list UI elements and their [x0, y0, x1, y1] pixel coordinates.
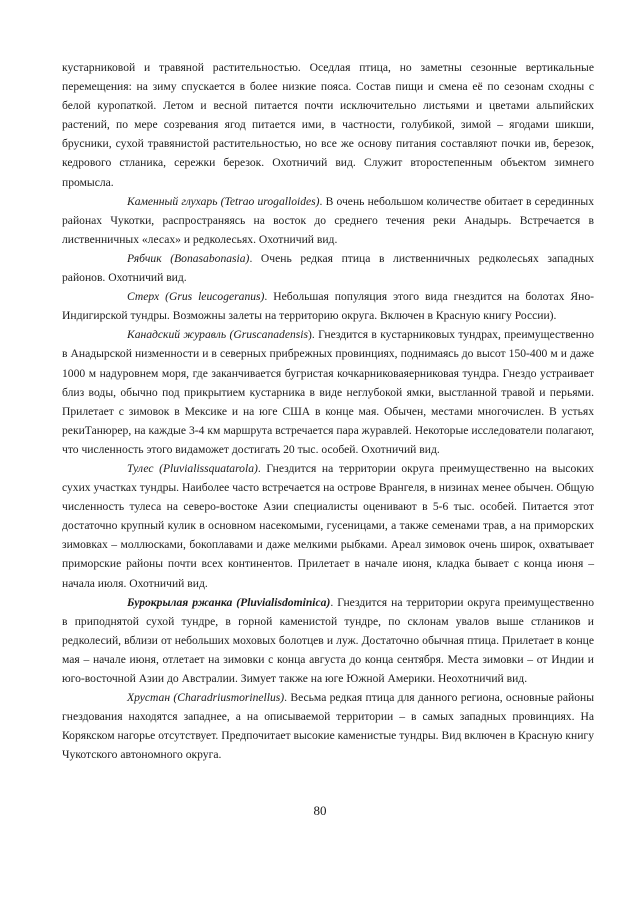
paragraph-kamenny-glukhar: [62, 192, 594, 249]
species-name: Канадский журавль (Gruscanadensis: [127, 328, 309, 342]
page-number: 80: [313, 803, 327, 818]
paragraph-text: ). Гнездится в кустарниковых тундрах, преимущественно в Анадырской низменности и в северных прибрежных провинциях, поднимаясь до высот 150-400 м и даже 1000 м надуровнем моря, где заканчивается бугристая кочкарниковаяерниковая тундра. Гнездо устраивает близ воды, обычно под прикрытием кустарника в виде неглубокой ямки, выстланной травой и перьями. Прилетает с зимовок в Мексике и на юге США в конце мая. Обычен, местами многочислен. В устьях рекиТанюрер, на каждые 3-4 км маршрута встречается пара журавлей. Некоторые исследователи полагают, что численность этого видаможет достигать 20 тыс. особей. Охотничий вид.: [62, 328, 594, 456]
paragraph-intro: [62, 58, 594, 192]
paragraph-sterkh: [62, 287, 594, 325]
species-name: Стерх (Grus leucogeranus): [127, 290, 265, 304]
paragraph-text: . Гнездится на территории округа преимущественно на высоких сухих участках тундры. Наиболее часто встречается на острове Врангеля, в низинах менее обычен. Общую численность тулеса на северо-востоке Азии специалисты оценивают в 5-6 тыс. особей. Питается этот достаточно крупный кулик в основном насекомыми, гусеницами, а также семенами трав, а на приморских зимовках – моллюсками, бокоплавами и даже мелкими рыбками. Ареал зимовок очень широк, охватывает приморские районы почти всех континентов. Прилетает в начале июня, кладка бывает с конца июня – начала июля. Охотничий вид.: [62, 461, 594, 590]
paragraph-text: . Очень редкая птица в лиственничных редколесьях западных районов. Охотничий вид.: [62, 251, 595, 285]
species-name: Рябчик (Bonasabonasia): [127, 251, 250, 265]
species-name: Тулес (Pluvialissquatarola): [127, 461, 258, 475]
paragraph-kanadsky-zhuravl: [62, 325, 594, 459]
paragraph-tules: [62, 459, 594, 593]
document-page: [62, 58, 594, 764]
species-name: Каменный глухарь (Tetrao urogalloides): [127, 194, 320, 208]
paragraph-burokrylaya-rzhanka: [62, 593, 594, 688]
paragraph-text: . В очень небольшом количестве обитает в серединных районах Чукотки, распространяясь на восток до среднего течения реки Анадырь. Встречается в лиственничных «лесах» и редколесьях. Охотничий вид.: [62, 194, 594, 246]
paragraph-text: . Небольшая популяция этого вида гнездится на болотах Яно-Индигирской тундры. Возможны залеты на территорию округа. Включен в Красную книгу России).: [62, 290, 594, 323]
paragraph-text: кустарниковой и травяной растительностью. Оседлая птица, но заметны сезонные вертикальные перемещения: на зиму спускается в более низкие пояса. Состав пищи и смена её по сезонам сходны с белой куропаткой. Летом и весной питается почти исключительно листьями и цветами альпийских растений, по мере созревания ягод питается ими, в частности, голубикой, зимой – ягодами шикши, брусники, сухой травянистой растительностью, но все же основу питания составляют почки ив, березок, кедрового стланика, сережки березок. Охотничий вид. Служит второстепенным объектом зимнего промысла.: [62, 61, 594, 189]
paragraph-text: . Гнездится на территории округа преимущественно в приподнятой сухой тундре, в горной каменистой тундре, по склонам увалов выше стлаников и редколесий, вблизи от небольших моховых болотцев и луж. Достаточно обычная птица. Прилетает в конце мая – начале июня, отлетает на зимовки с конца августа до конца сентября. Места зимовки – от Индии и юго-восточной Азии до Австралии. Зимует также на юге Южной Америки. Неохотничий вид.: [62, 595, 595, 685]
species-name: Бурокрылая ржанка (Pluvialisdominica): [127, 595, 331, 609]
paragraph-khrustan: [62, 688, 594, 764]
paragraph-text: . Весьма редкая птица для данного региона, основные районы гнездования находятся западнее, а на описываемой территории – в самых западных провинциях. На Корякском нагорье отсутствует. Предпочитает высокие каменистые тундры. Вид включен в Красную книгу Чукотского автономного округа.: [62, 691, 594, 762]
paragraph-ryabchik: [62, 249, 594, 287]
species-name: Хрустан (Charadriusmorinellus): [127, 691, 285, 705]
